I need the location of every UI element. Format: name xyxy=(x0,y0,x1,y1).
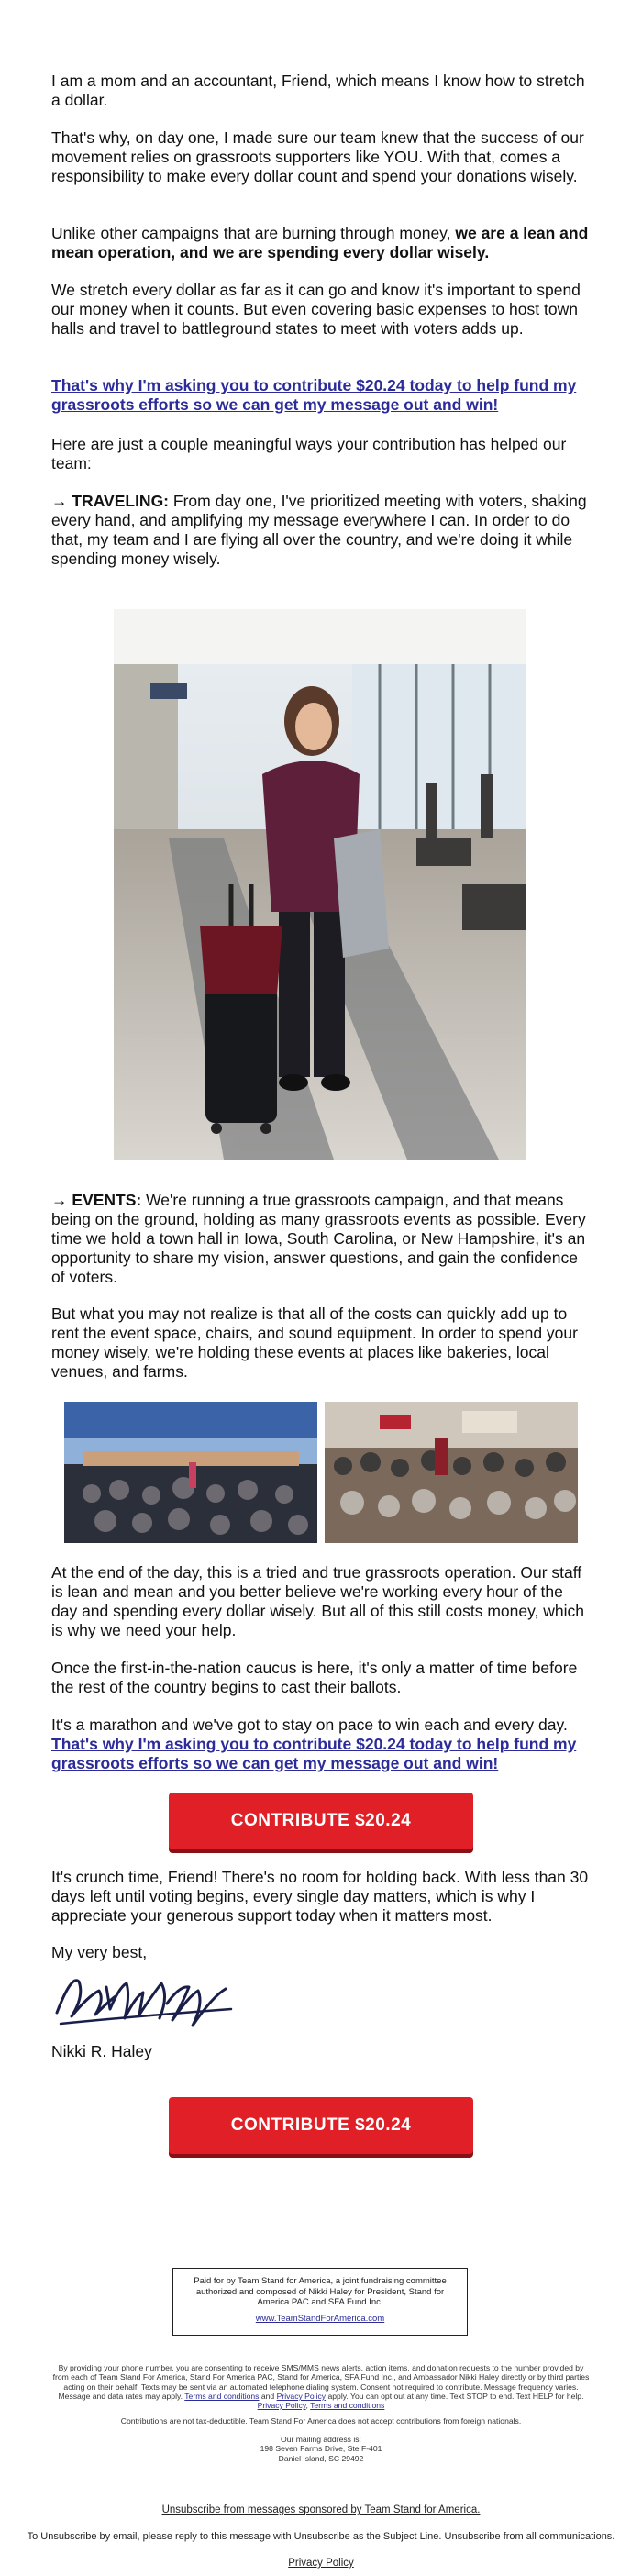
sms-privacy-link[interactable]: Privacy Policy xyxy=(276,2391,327,2401)
signature-image xyxy=(51,1969,244,2037)
footer-privacy xyxy=(0,2558,642,2569)
contribute-button-2[interactable]: CONTRIBUTE $20.24 xyxy=(169,2097,473,2154)
intro-paragraph-4: We stretch every dollar as far as it can go and know it's important to spend our money when it counts. But even covering basic expenses to host town halls and travel to battleground states to meet with voters adds up. xyxy=(51,281,581,338)
address-label: Our mailing address is: xyxy=(281,2435,361,2444)
airport-photo xyxy=(114,609,526,1160)
event-photo-outdoor xyxy=(64,1402,317,1543)
sms-terms-link-2[interactable]: Terms and conditions xyxy=(310,2401,385,2411)
intro-cta-paragraph xyxy=(51,376,591,415)
traveling-text: From day one, I've prioritized meeting with voters, shaking every hand, and amplifying my message everywhere I can. In order to do that, my team and I are flying all over the country, and we're doing it while spending money wisely. xyxy=(51,492,587,568)
sms-privacy-link-2[interactable]: Privacy Policy xyxy=(257,2401,306,2411)
unsubscribe-sponsor xyxy=(0,2504,642,2515)
paid-for-disclaimer xyxy=(172,2268,468,2336)
paid-for-text: Paid for by Team Stand for America, a joint fundraising committee authorized and composed of Nikki Haley for President, Stand for America PAC and SFA Fund Inc. xyxy=(194,2276,447,2307)
sms-text-b: and xyxy=(259,2391,277,2401)
intro-paragraph-3 xyxy=(51,224,591,262)
sms-text-c: apply. You can opt out at any time. Text STOP to end. Text HELP for help. xyxy=(326,2391,584,2401)
events-label: → EVENTS: xyxy=(51,1191,142,1209)
paid-for-link[interactable]: www.TeamStandForAmerica.com xyxy=(255,2313,385,2324)
address-line-2: Daniel Island, SC 29492 xyxy=(278,2453,364,2463)
event-photo-outdoor-illustration xyxy=(64,1402,317,1543)
contribute-link-2[interactable]: That's why I'm asking you to contribute $20.24 today to help fund my grassroots efforts so we can get my message out and win! xyxy=(51,1735,577,1772)
traveling-paragraph xyxy=(51,492,591,569)
signature-name: Nikki R. Haley xyxy=(51,2042,152,2060)
sms-terms-link[interactable]: Terms and conditions xyxy=(184,2391,260,2401)
closing-paragraph-3 xyxy=(51,1715,591,1773)
signoff: My very best, xyxy=(51,1943,148,1961)
event-photo-indoor-illustration xyxy=(325,1402,578,1543)
intro-paragraph-3-lead: Unlike other campaigns that are burning through money, xyxy=(51,224,456,242)
sms-text-d: , xyxy=(305,2401,311,2411)
contribute-button-1[interactable]: CONTRIBUTE $20.24 xyxy=(169,1793,473,1849)
contributions-notice: Contributions are not tax-deductible. Team Stand For America does not accept contributions from foreign nationals. xyxy=(120,2416,522,2426)
sms-disclaimer xyxy=(51,2363,591,2410)
unsubscribe-sponsor-link[interactable]: Unsubscribe from messages sponsored by Team Stand for America. xyxy=(161,2504,481,2515)
address-line-1: 198 Seven Farms Drive, Ste F-401 xyxy=(260,2444,382,2454)
closing-paragraph-4: It's crunch time, Friend! There's no room for holding back. With less than 30 days left until voting begins, every single day matters, which is why I appreciate your generous support today when it matters most. xyxy=(51,1868,589,1925)
intro-paragraph-1: I am a mom and an accountant, Friend, which means I know how to stretch a dollar. xyxy=(51,72,585,109)
intro-paragraph-5: Here are just a couple meaningful ways your contribution has helped our team: xyxy=(51,435,567,472)
closing-paragraph-1: At the end of the day, this is a tried and true grassroots operation. Our staff is lean and mean and you better believe we're working every hour of the day and spending every dollar wisely. But all of this still costs money, which is why we need your help. xyxy=(51,1563,585,1639)
closing-paragraph-2: Once the first-in-the-nation caucus is here, it's only a matter of time before the rest of the country begins to cast their ballots. xyxy=(51,1659,578,1696)
events-paragraph-2: But what you may not realize is that all of the costs can quickly add up to rent the event space, chairs, and sound equipment. In order to spend your money wisely, we're holding these events at places like bakeries, local venues, and farms. xyxy=(51,1305,578,1381)
closing-paragraph-3-text: It's a marathon and we've got to stay on pace to win each and every day. xyxy=(51,1715,568,1734)
event-photo-indoor xyxy=(325,1402,578,1543)
airport-photo-illustration xyxy=(114,609,526,1160)
contribute-link-1[interactable]: That's why I'm asking you to contribute $20.24 today to help fund my grassroots efforts so we can get my message out and win! xyxy=(51,376,577,414)
sms-text-a: By providing your phone number, you are consenting to receive SMS/MMS news alerts, action items, and donation requests to the number provided by from each of Team Stand For America, Stand For America PAC, Stand for America, SFA Fund Inc., and Ambassador Nikki Haley directly or by third parties acting on their behalf. Texts may be sent via an automated telephone dialing system. Consent not required to contribute. Message frequency varies. Message and data rates may apply. xyxy=(52,2363,590,2401)
unsubscribe-email: To Unsubscribe by email, please reply to this message with Unsubscribe as the Subject Line. Unsubscribe from all communications. xyxy=(27,2531,615,2542)
signature xyxy=(51,1969,244,2037)
mailing-address xyxy=(51,2435,591,2463)
events-paragraph xyxy=(51,1191,591,1287)
intro-paragraph-2: That's why, on day one, I made sure our team knew that the success of our movement relies on grassroots supporters like YOU. With that, comes a responsibility to make every dollar count and spend your donations wisely. xyxy=(51,128,584,185)
footer-privacy-link[interactable]: Privacy Policy xyxy=(288,2558,354,2569)
traveling-label: → TRAVELING: xyxy=(51,492,170,510)
events-text: We're running a true grassroots campaign, and that means being on the ground, holding as many grassroots events as possible. Every time we hold a town hall in Iowa, South Carolina, or New Hampshire, it's an opportunity to share my vision, answer questions, and gain the confidence of voters. xyxy=(51,1191,586,1286)
intro-paragraph-3-bold: we are a lean and mean operation, and we are spending every dollar wisely. xyxy=(51,224,589,261)
